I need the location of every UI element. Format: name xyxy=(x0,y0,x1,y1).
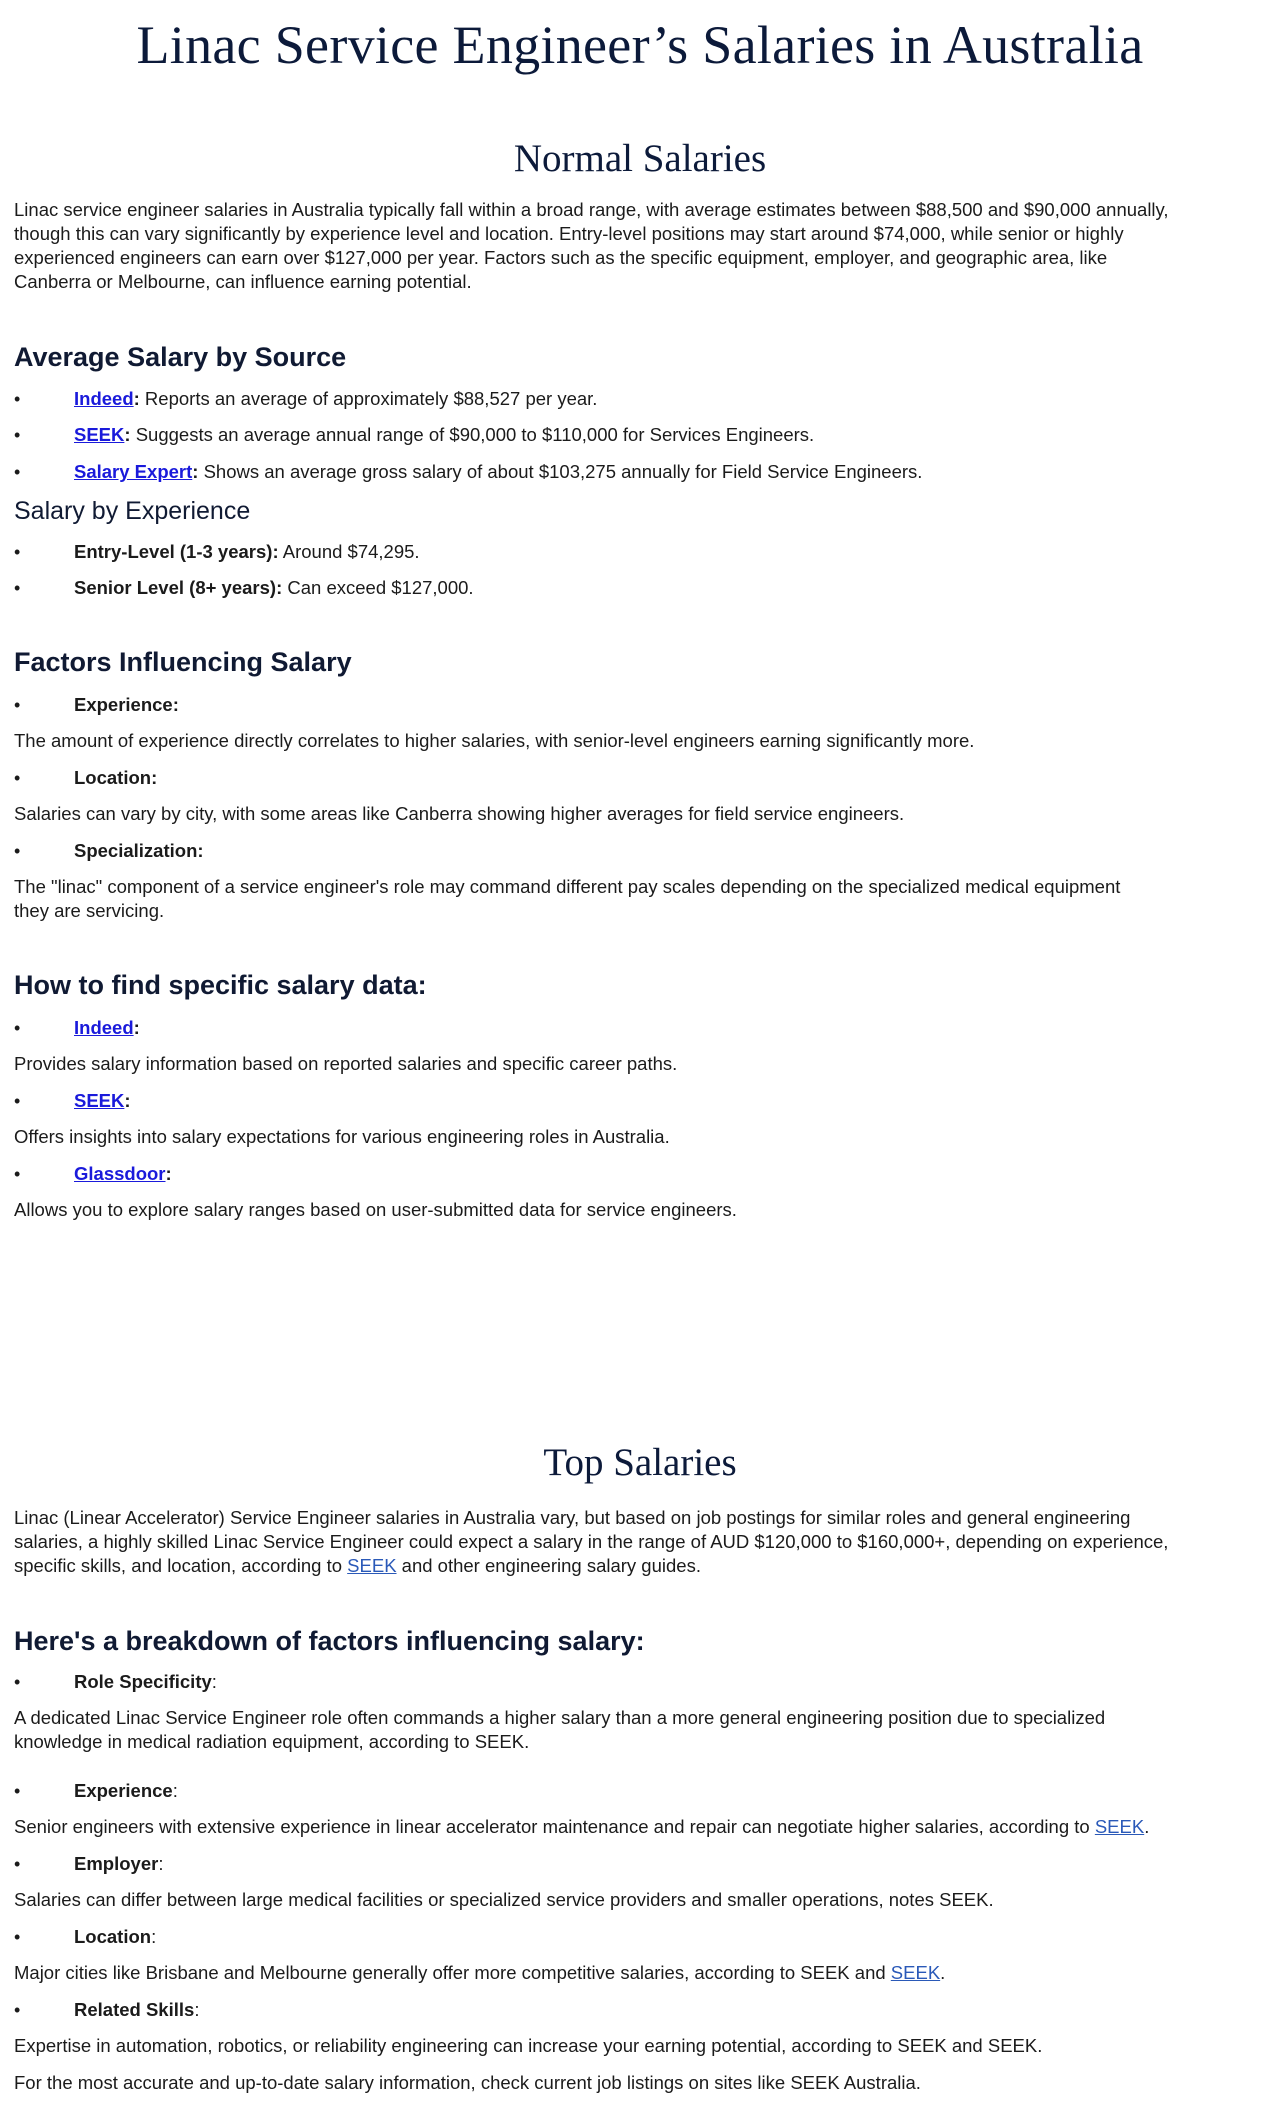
colon: : xyxy=(133,1017,140,1038)
item-text: Reports an average of approximately $88,527 per year. xyxy=(139,388,598,409)
item-label: Location xyxy=(74,1926,152,1947)
colon: : xyxy=(194,1999,200,2020)
item-label: Role Specificity xyxy=(74,1671,212,1692)
item-text: Around $74,295. xyxy=(278,541,420,562)
item-label: Specialization: xyxy=(74,840,204,861)
find-description: Provides salary information based on reported salaries and specific career paths. xyxy=(14,1053,678,1074)
bullet-icon: • xyxy=(14,1164,21,1184)
salary-expert-link[interactable]: Salary Expert xyxy=(74,461,193,482)
item-label: Senior Level (8+ years): xyxy=(74,577,283,598)
colon: : xyxy=(133,388,140,409)
seek-link[interactable]: SEEK xyxy=(1094,1816,1145,1837)
colon: : xyxy=(172,1780,178,1801)
factor-description: The amount of experience directly correlates to higher salaries, with senior-level engineers earning significantly more. xyxy=(14,730,975,751)
bullet-icon: • xyxy=(14,1781,21,1801)
item-label: Entry-Level (1-3 years): xyxy=(74,541,279,562)
factor-description xyxy=(14,1961,1264,1985)
normal-intro-paragraph xyxy=(14,198,1264,294)
intro-line: Linac (Linear Accelerator) Service Engineer salaries in Australia vary, but based on job postings for similar roles and general engineering xyxy=(14,1507,1131,1528)
bullet-icon: • xyxy=(14,542,21,562)
colon: : xyxy=(151,1926,157,1947)
intro-line: Linac service engineer salaries in Australia typically fall within a broad range, with average estimates between $88,500 and $90,000 annually, xyxy=(14,199,1169,220)
intro-line: though this can vary significantly by experience level and location. Entry-level positions may start around $74,000, while senior or highly xyxy=(14,223,1124,244)
bullet-icon: • xyxy=(14,1854,21,1874)
intro-text: specific skills, and location, according to xyxy=(14,1555,348,1576)
salary-by-experience-heading: Salary by Experience xyxy=(14,497,251,525)
intro-line xyxy=(14,1554,1264,1578)
intro-line: salaries, a highly skilled Linac Service Engineer could expect a salary in the range of AUD $120,000 to $160,000+, depending on experience, xyxy=(14,1531,1169,1552)
item-label: Experience xyxy=(74,1780,173,1801)
seek-link[interactable]: SEEK xyxy=(74,1090,125,1111)
glassdoor-link[interactable]: Glassdoor xyxy=(74,1163,166,1184)
factor-description xyxy=(14,1706,1264,1754)
colon: : xyxy=(211,1671,217,1692)
intro-text: and other engineering salary guides. xyxy=(396,1555,701,1576)
intro-line: Canberra or Melbourne, can influence earning potential. xyxy=(14,271,472,292)
desc-line: The "linac" component of a service engineer's role may command different pay scales depending on the specialized medical equipment xyxy=(14,876,1121,897)
factors-heading: Factors Influencing Salary xyxy=(14,647,352,677)
bullet-icon: • xyxy=(14,768,21,788)
colon: : xyxy=(165,1163,172,1184)
item-label: Location: xyxy=(74,767,158,788)
factor-description: Expertise in automation, robotics, or reliability engineering can increase your earning potential, according to SEEK and SEEK. xyxy=(14,2035,1043,2056)
breakdown-heading: Here's a breakdown of factors influencing salary: xyxy=(14,1626,645,1656)
bullet-icon: • xyxy=(14,425,21,445)
colon: : xyxy=(158,1853,164,1874)
desc-text: Major cities like Brisbane and Melbourne generally offer more competitive salaries, according to SEEK and xyxy=(14,1962,891,1983)
desc-text: . xyxy=(1144,1816,1150,1837)
find-data-heading: How to find specific salary data: xyxy=(14,970,427,1000)
item-label: Experience: xyxy=(74,694,179,715)
bullet-icon: • xyxy=(14,695,21,715)
colon: : xyxy=(124,424,131,445)
item-text: Suggests an average annual range of $90,000 to $110,000 for Services Engineers. xyxy=(130,424,815,445)
seek-link[interactable]: SEEK xyxy=(890,1962,941,1983)
page-title: Linac Service Engineer’s Salaries in Australia xyxy=(136,15,1144,75)
factor-description: Salaries can vary by city, with some areas like Canberra showing higher averages for field service engineers. xyxy=(14,803,905,824)
bullet-icon: • xyxy=(14,1091,21,1111)
desc-line: A dedicated Linac Service Engineer role often commands a higher salary than a more general engineering position due to specialized xyxy=(14,1707,1106,1728)
bullet-icon: • xyxy=(14,462,21,482)
average-salary-heading: Average Salary by Source xyxy=(14,342,347,372)
factor-description xyxy=(14,1815,1264,1839)
normal-salaries-heading: Normal Salaries xyxy=(513,137,767,180)
bullet-icon: • xyxy=(14,578,21,598)
colon: : xyxy=(192,461,199,482)
desc-text: Senior engineers with extensive experience in linear accelerator maintenance and repair can negotiate higher salaries, according to xyxy=(14,1816,1095,1837)
find-description: Offers insights into salary expectations for various engineering roles in Australia. xyxy=(14,1126,670,1147)
item-text: Can exceed $127,000. xyxy=(282,577,474,598)
top-intro-paragraph xyxy=(14,1506,1264,1578)
colon: : xyxy=(124,1090,131,1111)
bullet-icon: • xyxy=(14,1672,21,1692)
bullet-icon: • xyxy=(14,841,21,861)
find-description: Allows you to explore salary ranges based on user-submitted data for service engineers. xyxy=(14,1199,737,1220)
item-label: Employer xyxy=(74,1853,159,1874)
closing-paragraph: For the most accurate and up-to-date salary information, check current job listings on sites like SEEK Australia. xyxy=(14,2072,921,2093)
desc-line: knowledge in medical radiation equipment, according to SEEK. xyxy=(14,1731,530,1752)
indeed-link[interactable]: Indeed xyxy=(74,1017,134,1038)
bullet-icon: • xyxy=(14,1927,21,1947)
bullet-icon: • xyxy=(14,389,21,409)
item-text: Shows an average gross salary of about $103,275 annually for Field Service Engineers. xyxy=(198,461,923,482)
item-label: Related Skills xyxy=(74,1999,195,2020)
seek-link[interactable]: SEEK xyxy=(347,1555,397,1576)
top-salaries-heading: Top Salaries xyxy=(543,1441,737,1484)
factor-description: Salaries can differ between large medical facilities or specialized service providers and smaller operations, notes SEEK. xyxy=(14,1889,994,1910)
indeed-link[interactable]: Indeed xyxy=(74,388,134,409)
desc-text: . xyxy=(940,1962,946,1983)
seek-link[interactable]: SEEK xyxy=(74,424,125,445)
factor-description xyxy=(14,875,1264,923)
desc-line: they are servicing. xyxy=(14,900,165,921)
bullet-icon: • xyxy=(14,1018,21,1038)
bullet-icon: • xyxy=(14,2000,21,2020)
intro-line: experienced engineers can earn over $127,000 per year. Factors such as the specific equipment, employer, and geographic area, like xyxy=(14,247,1108,268)
